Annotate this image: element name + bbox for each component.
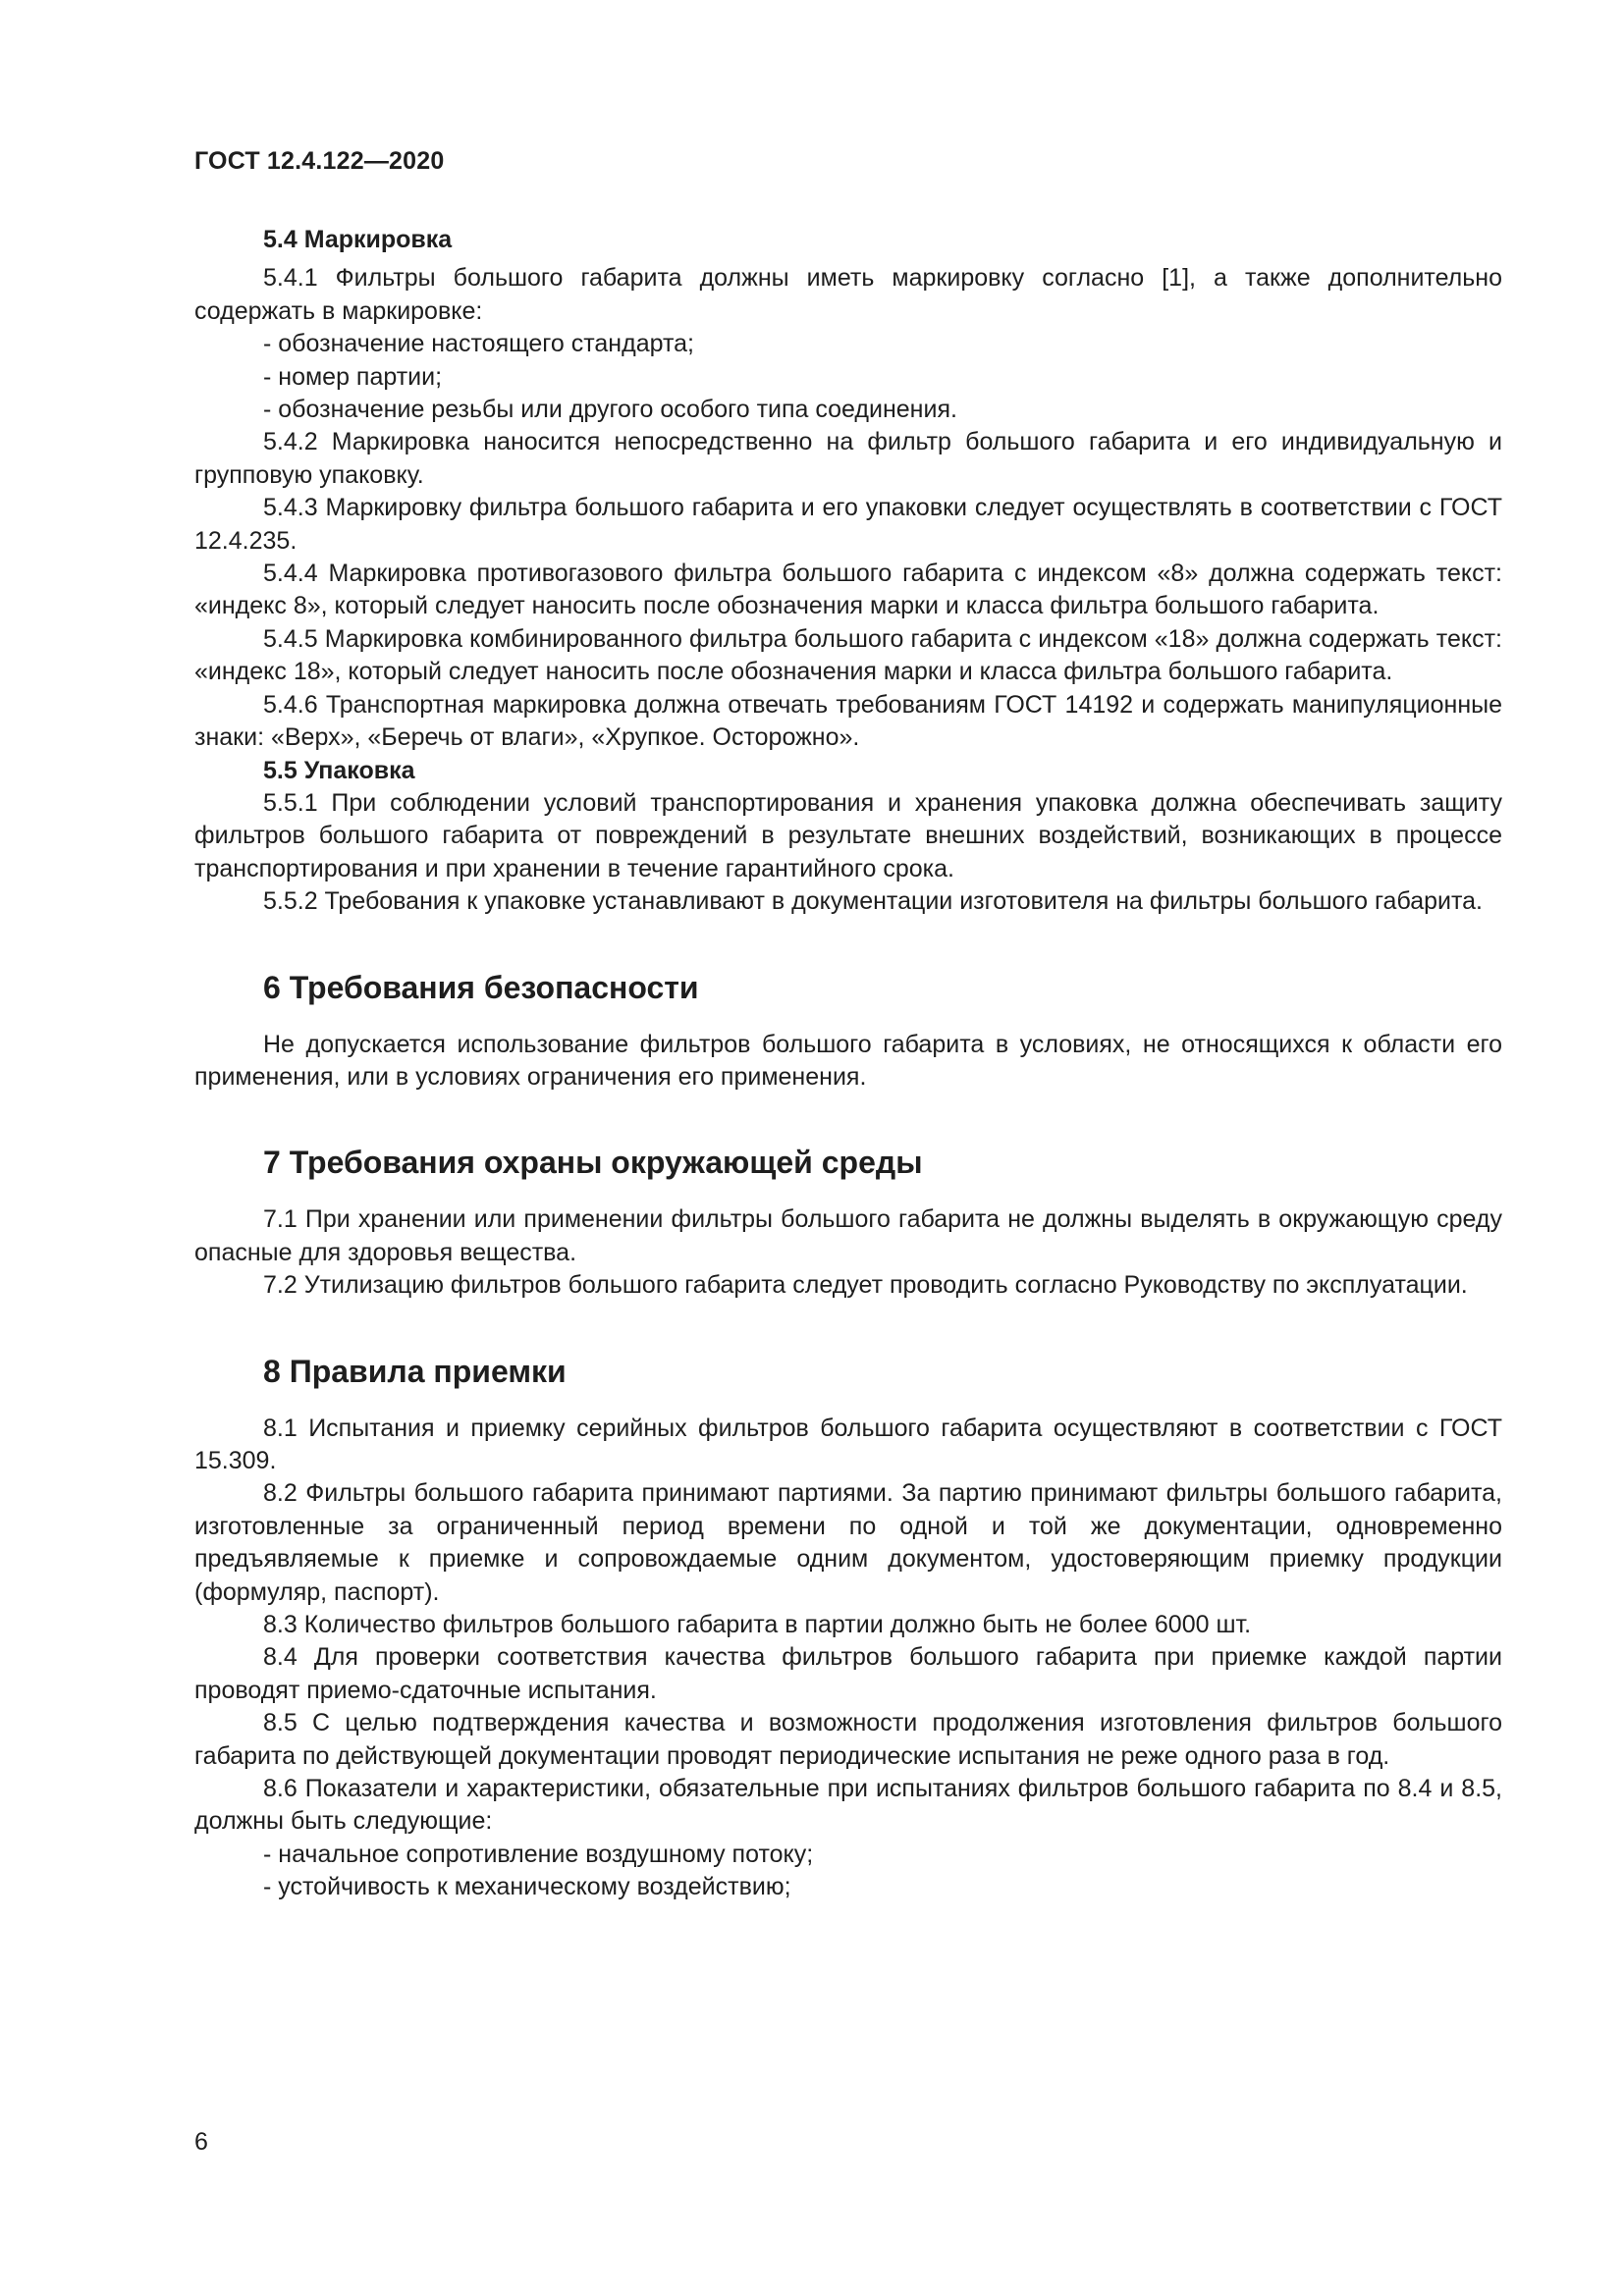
- paragraph-8-5: 8.5 С целью подтверждения качества и возможности продолжения изготовления фильтров большого габарита по действующей документации проводят периодические испытания не реже одного раза в год.: [194, 1709, 1502, 1770]
- paragraph-8-1: 8.1 Испытания и приемку серийных фильтров большого габарита осуществляют в соответствии с ГОСТ 15.309.: [194, 1414, 1502, 1474]
- document-body: [194, 224, 1502, 1904]
- paragraph-8-3: 8.3 Количество фильтров большого габарита в партии должно быть не более 6000 шт.: [263, 1611, 1252, 1638]
- paragraph-7-2: 7.2 Утилизацию фильтров большого габарита следует проводить согласно Руководству по эксплуатации.: [263, 1271, 1468, 1300]
- section-heading-5-5: 5.5 Упаковка: [263, 756, 415, 784]
- paragraph-8-2: 8.2 Фильтры большого габарита принимают партиями. За партию принимают фильтры большого габарита, изготовленные за ограниченный период времени по одной и той же документации, одновременно предъявляемые к приемке и сопровождаемые одним документом, удостоверяющим приемку продукции (формуляр, паспорт).: [194, 1479, 1502, 1606]
- paragraph-6: Не допускается использование фильтров большого габарита в условиях, не относящихся к области его применения, или в условиях ограничения его применения.: [194, 1030, 1502, 1091]
- page-number: 6: [194, 2128, 208, 2156]
- paragraph-5-4-6: 5.4.6 Транспортная маркировка должна отвечать требованиям ГОСТ 14192 и содержать манипуляционные знаки: «Верх», «Беречь от влаги», «Хрупкое. Осторожно».: [194, 690, 1502, 752]
- paragraph-5-4-5: 5.4.5 Маркировка комбинированного фильтра большого габарита с индексом «18» должна содержать текст: «индекс 18», который следует наносить после обозначения марки и класса фильтра большого габарита.: [194, 624, 1502, 686]
- paragraph-5-4-2: 5.4.2 Маркировка наносится непосредственно на фильтр большого габарита и его индивидуальную и групповую упаковку.: [194, 428, 1502, 489]
- document-header: ГОСТ 12.4.122—2020: [194, 147, 445, 175]
- list-item: - начальное сопротивление воздушному потоку;: [263, 1840, 814, 1868]
- section-heading-7: 7 Требования охраны окружающей среды: [263, 1145, 923, 1181]
- list-item: - номер партии;: [263, 362, 443, 391]
- section-heading-5-4: 5.4 Маркировка: [263, 226, 453, 253]
- section-heading-8: 8 Правила приемки: [263, 1353, 567, 1389]
- list-item: - устойчивость к механическому воздействию;: [263, 1873, 791, 1901]
- paragraph-5-5-2: 5.5.2 Требования к упаковке устанавливают в документации изготовителя на фильтры большого габарита.: [263, 887, 1483, 916]
- paragraph-8-6: 8.6 Показатели и характеристики, обязательные при испытаниях фильтров большого габарита по 8.4 и 8.5, должны быть следующие:: [194, 1775, 1502, 1836]
- list-item: - обозначение резьбы или другого особого типа соединения.: [263, 396, 957, 424]
- paragraph-8-4: 8.4 Для проверки соответствия качества фильтров большого габарита при приемке каждой партии проводят приемо-сдаточные испытания.: [194, 1643, 1502, 1704]
- list-item: - обозначение настоящего стандарта;: [263, 330, 694, 358]
- paragraph-7-1: 7.1 При хранении или применении фильтры большого габарита не должны выделять в окружающую среду опасные для здоровья вещества.: [194, 1205, 1502, 1266]
- paragraph-5-4-1: 5.4.1 Фильтры большого габарита должны иметь маркировку согласно [1], а также дополнительно содержать в маркировке:: [194, 264, 1502, 325]
- section-heading-6: 6 Требования безопасности: [263, 969, 699, 1005]
- paragraph-5-5-1: 5.5.1 При соблюдении условий транспортирования и хранения упаковка должна обеспечивать защиту фильтров большого габарита от повреждений в результате внешних воздействий, возникающих в процессе транспортирования и при хранении в течение гарантийного срока.: [194, 788, 1502, 882]
- paragraph-5-4-4: 5.4.4 Маркировка противогазового фильтра большого габарита с индексом «8» должна содержать текст: «индекс 8», который следует наносить после обозначения марки и класса фильтра большого габарита.: [194, 560, 1502, 620]
- paragraph-5-4-3: 5.4.3 Маркировку фильтра большого габарита и его упаковки следует осуществлять в соответствии с ГОСТ 12.4.235.: [194, 494, 1502, 555]
